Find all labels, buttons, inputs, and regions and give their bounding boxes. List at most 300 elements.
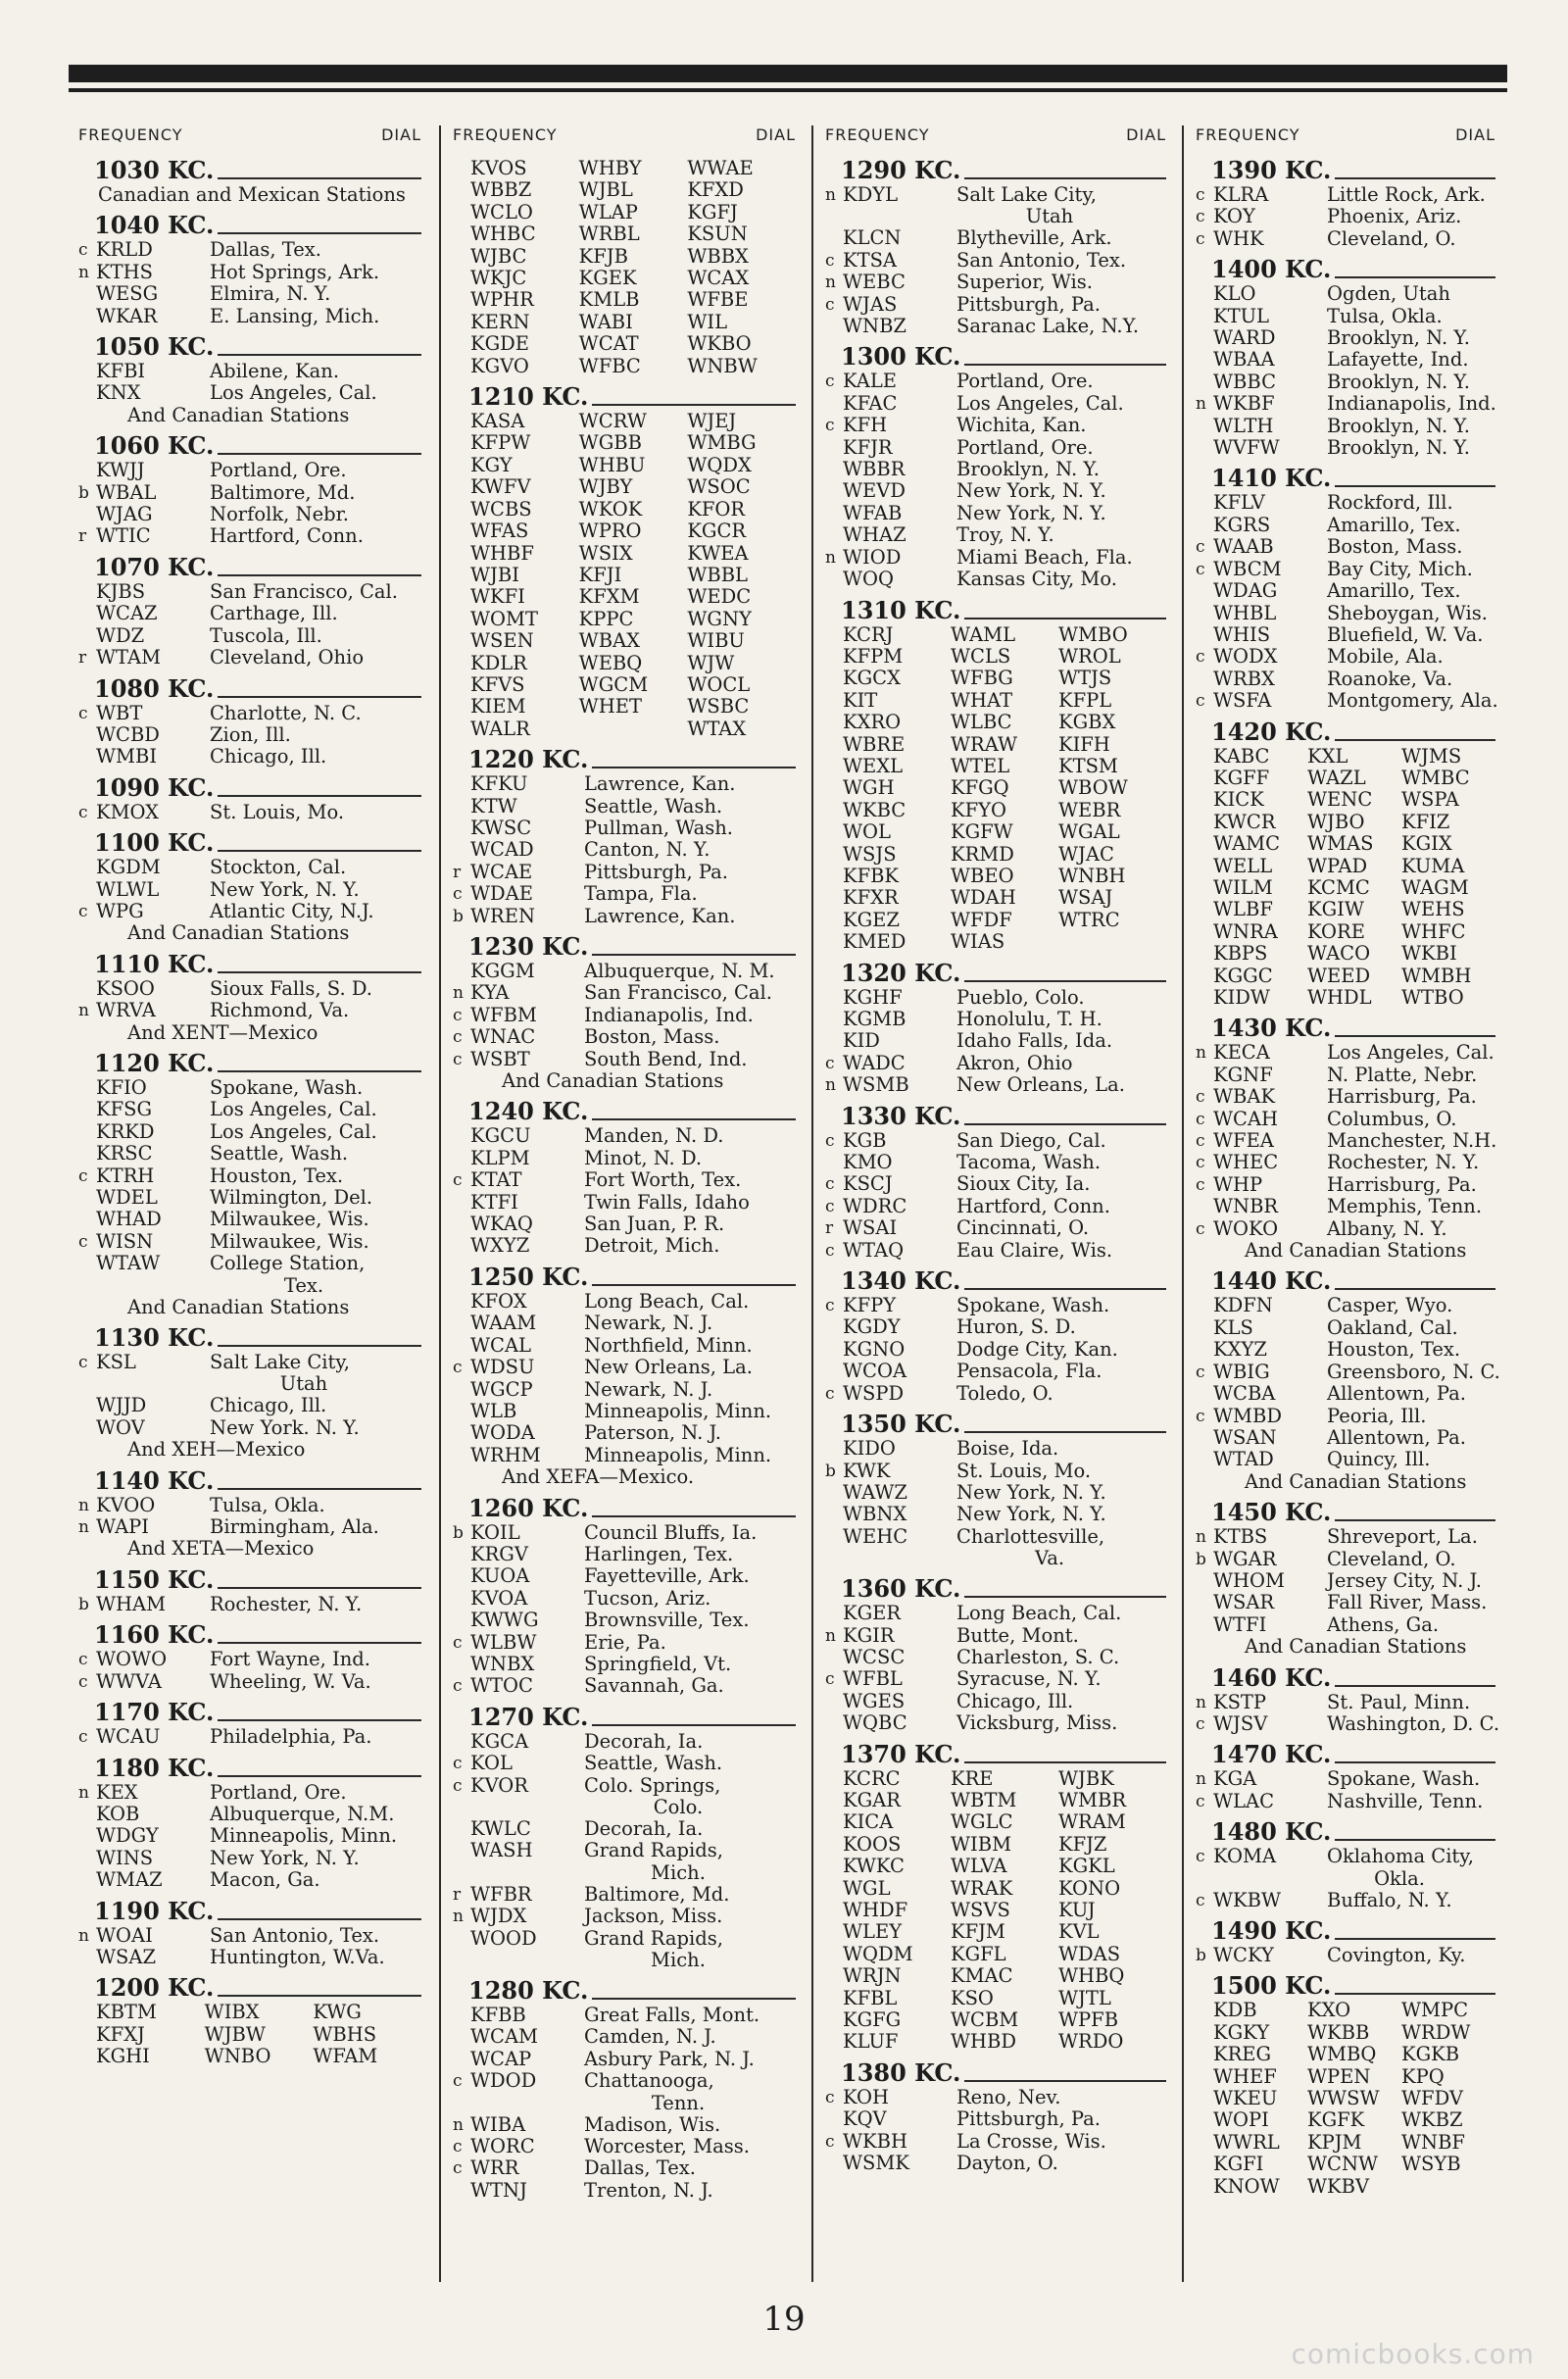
frequency-heading [1211,1918,1495,1944]
dial-label: DIAL [1455,125,1495,144]
station-location: San Juan, P. R. [584,1213,725,1236]
station-row [1196,1768,1495,1790]
network-mark: c [825,1196,835,1216]
grid-call-sign: WKFI [470,585,525,609]
grid-call-sign: KFBK [843,864,899,887]
grid-call-sign: WLBF [1213,898,1273,921]
station-row [1196,580,1495,602]
location-continued: Utah [1025,205,1074,228]
network-mark: c [1196,1406,1205,1426]
frequency-heading [94,433,421,459]
station-location: Los Angeles, Cal. [956,391,1124,415]
kc-label: 1060 KC. [94,431,215,461]
call-sign: KSTP [1213,1690,1267,1713]
station-row [453,862,796,883]
network-mark: c [1196,1153,1205,1173]
grid-call-sign: WBBL [687,563,748,586]
grid-call-sign: KRMD [951,842,1014,866]
heading-rule [592,954,796,956]
station-location: Albuquerque, N.M. [210,1802,395,1825]
grid-call-sign: KGFL [951,1942,1006,1965]
grid-call-sign: KABC [1213,744,1270,768]
call-sign: KQV [843,2107,887,2131]
call-sign: WASH [470,1839,533,1862]
call-sign: WORC [470,2135,535,2158]
network-mark: c [78,1650,88,1670]
network-mark: c [825,250,835,271]
station-location: Brooklyn, N. Y. [956,458,1100,481]
station-location: Savannah, Ga. [584,1674,724,1698]
grid-call-sign: WKBB [1307,2020,1370,2044]
frequency-heading [468,384,796,410]
station-row [453,1906,796,1927]
network-mark [825,569,843,590]
station-row [825,503,1166,524]
call-sign: KMOX [96,800,160,823]
network-mark: c [825,1296,835,1316]
column-header [1196,125,1495,144]
station-row [1196,437,1495,459]
call-sign: KFPY [843,1294,897,1317]
kc-label: 1130 KC. [94,1323,215,1353]
station-location: Pullman, Wash. [584,816,733,839]
station-row [453,1049,796,1070]
grid-call-sign: KFJI [578,563,622,586]
station-row [453,2136,796,2157]
call-sign: WDGY [96,1824,159,1848]
station-row [1196,646,1495,668]
grid-call-sign: KPPC [578,607,634,630]
network-mark [453,1818,470,1840]
station-location: Amarillo, Tex. [1327,513,1461,536]
network-mark: c [1196,1087,1205,1108]
grid-call-sign: WGLC [951,1810,1013,1834]
grid-call-sign: KGDE [470,332,530,356]
station-location: Jersey City, N. J. [1327,1568,1482,1592]
station-row [78,1495,421,1516]
call-sign: WHIS [1213,622,1271,646]
call-sign: KTHS [96,260,153,283]
station-row [453,1884,796,1906]
kc-label: 1070 KC. [94,552,215,581]
grid-call-sign: KWEA [687,541,749,565]
grid-call-sign: KICK [1213,788,1264,812]
dial-label: DIAL [756,125,796,144]
call-sign: KTW [470,794,517,818]
kc-label: 1180 KC. [94,1753,215,1782]
frequency-section [78,1700,421,1748]
grid-call-sign: WSPA [1401,788,1459,812]
grid-call-sign: WTJS [1058,667,1112,690]
network-mark: c [825,1174,835,1195]
grid-call-sign: KWFV [470,475,531,499]
frequency-section [1196,1918,1495,1966]
station-location: Pueblo, Colo. [956,985,1085,1009]
station-location: Dallas, Tex. [584,2156,696,2180]
grid-call-sign: WKOK [578,497,643,520]
heading-rule [964,1761,1166,1763]
station-row [1196,689,1498,713]
station-row [453,1422,796,1444]
station-location: Charlottesville, [956,1524,1105,1548]
network-mark: c [453,2071,463,2092]
network-mark [825,1691,843,1712]
call-sign: WESG [96,282,159,306]
kc-label: 1280 KC. [468,1976,589,2006]
grid-call-sign: WHEF [1213,2064,1277,2088]
grid-call-sign: WAGM [1401,875,1469,899]
frequency-section [78,1896,421,1969]
heading-rule [964,1288,1166,1290]
network-mark [825,1504,843,1525]
station-location: N. Platte, Nebr. [1327,1063,1478,1086]
heading-rule [1335,1685,1495,1687]
station-location: Columbus, O. [1327,1107,1457,1130]
grid-call-sign: WFBC [578,354,641,377]
call-sign: WOAI [96,1923,153,1947]
grid-call-sign: KSO [951,1986,994,2009]
kc-label: 1460 KC. [1211,1662,1332,1692]
station-row [825,1074,1166,1096]
grid-call-sign: WHBC [470,223,536,246]
station-location: Ogden, Utah [1327,282,1450,306]
network-mark [453,1610,470,1631]
station-location: Grand Rapids, [584,1926,723,1950]
call-sign: WEVD [843,479,906,503]
station-location: Quincy, Ill. [1327,1448,1431,1471]
station-location: Bluefield, W. Va. [1327,622,1484,646]
heading-rule [964,1431,1166,1433]
station-row [825,250,1166,272]
call-sign: WVFW [1213,436,1280,460]
network-mark [1196,1383,1213,1405]
network-mark [1196,1339,1213,1361]
call-sign: KID [843,1029,880,1053]
call-sign: WAWZ [843,1480,907,1504]
grid-call-sign: WJBL [578,178,633,202]
network-mark [1196,492,1213,514]
grid-call-sign: KONO [1058,1876,1121,1900]
frequency-section [1196,1742,1495,1812]
network-mark [78,306,96,327]
heading-rule [218,177,421,179]
frequency-heading [468,747,796,772]
station-location: Camden, N. J. [584,2025,716,2049]
network-mark [1196,580,1213,602]
grid-call-sign: KUJ [1058,1899,1096,1921]
station-location: Zion, Ill. [210,722,291,746]
call-sign: WCAU [96,1725,161,1749]
network-mark: b [825,1461,836,1481]
frequency-heading [841,2057,1166,2087]
station-row [453,1445,796,1466]
call-sign: KTBS [1213,1525,1268,1549]
call-sign: WBBC [1213,370,1276,393]
station-location: Athens, Ga. [1327,1612,1440,1636]
station-location: Huron, S. D. [956,1315,1076,1339]
network-mark: b [453,1522,464,1543]
call-sign-grid [453,158,796,377]
grid-call-sign: KGY [470,453,513,476]
frequency-heading [841,1412,1166,1437]
grid-call-sign: WTEL [951,754,1010,777]
station-row [825,1009,1166,1030]
station-location: Boston, Mass. [584,1025,720,1049]
grid-call-sign: WIBU [687,629,745,653]
grid-call-sign: KVOS [470,157,527,179]
call-sign: WGES [843,1689,906,1712]
kc-label: 1230 KC. [468,932,589,961]
station-location: Minneapolis, Minn. [584,1443,772,1466]
column-2 [439,125,809,2282]
grid-call-sign: KIT [843,688,878,712]
network-mark [453,1291,470,1313]
network-mark: c [1196,1847,1205,1867]
grid-call-sign: WSOC [687,475,751,499]
station-location: Lafayette, Ind. [1327,348,1469,372]
station-row [453,1544,796,1565]
network-mark [453,1840,470,1861]
station-location: Idaho Falls, Ida. [956,1029,1113,1053]
grid-call-sign: WILM [1213,875,1273,899]
call-sign: WDAG [1213,579,1278,603]
frequency-section [1196,257,1495,459]
grid-call-sign: KFXD [687,178,744,202]
station-location: Chicago, Ill. [210,745,327,768]
station-location: Lawrence, Kan. [584,904,736,927]
call-sign: WNBX [470,1652,535,1675]
network-mark: b [1196,1946,1206,1965]
network-mark [1196,624,1213,646]
call-sign: KGMB [843,1008,906,1030]
frequency-heading [94,1564,421,1594]
kc-label: 1350 KC. [841,1410,961,1439]
grid-call-sign: KFOR [687,497,746,520]
grid-call-sign: WIBM [951,1832,1012,1856]
station-row [1196,1360,1500,1383]
station-row [453,1565,796,1587]
network-mark [78,460,96,481]
grid-call-sign: KGCX [843,667,901,690]
call-sign: WSAR [1213,1591,1275,1614]
network-mark [453,2005,470,2026]
network-mark [825,1438,843,1460]
call-sign: KGHF [843,985,903,1009]
frequency-heading [1211,158,1495,183]
network-mark: c [453,1754,463,1774]
station-location: Richmond, Va. [210,999,350,1022]
network-mark [78,504,96,525]
grid-call-sign: KFBL [843,1986,898,2009]
frequency-heading [94,158,421,183]
station-row [825,1461,1166,1482]
grid-call-sign: KGAR [843,1788,901,1811]
call-sign: KOL [470,1752,513,1775]
call-sign: WRHM [470,1443,541,1466]
frequency-section [78,949,421,1044]
grid-call-sign: WJAC [1058,842,1114,866]
station-row [825,459,1166,480]
network-mark: c [78,1231,88,1252]
station-row [825,987,1166,1009]
station-location: South Bend, Ind. [584,1047,748,1070]
station-location: Greensboro, N. C. [1327,1360,1500,1383]
section-note: And Canadian Stations [1245,1239,1467,1263]
station-location: New York. N. Y. [210,1415,360,1439]
station-location: Allentown, Pa. [1327,1382,1466,1406]
call-sign: WHAD [96,1208,162,1231]
station-location: Washington, D. C. [1327,1711,1500,1735]
kc-label: 1310 KC. [841,595,961,624]
network-mark [1196,1614,1213,1636]
station-location: Minot, N. D. [584,1146,703,1169]
network-mark [453,1928,470,1950]
frequency-heading [94,1896,421,1925]
heading-rule [1335,177,1495,179]
station-row [1196,1406,1495,1427]
station-location: Albuquerque, N. M. [584,960,775,982]
grid-call-sign: WMPC [1401,1999,1469,2022]
grid-call-sign: WBAX [578,629,640,653]
station-row [78,1121,421,1143]
station-row [825,2108,1166,2130]
call-sign: WLBW [470,1630,537,1654]
network-mark [825,1361,843,1382]
call-sign: KWLC [470,1817,531,1840]
kc-label: 1370 KC. [841,1739,961,1768]
station-row [78,1077,421,1099]
grid-call-sign: WJW [687,651,735,674]
frequency-section [1196,1662,1500,1736]
frequency-section [78,1975,421,2067]
station-row [453,1632,796,1654]
station-row [453,1169,796,1191]
station-row [78,1253,421,1274]
station-location: Portland, Ore. [956,435,1094,459]
network-mark: n [453,983,464,1004]
station-location: Syracuse, N. Y. [956,1667,1102,1691]
station-location: Colo. Springs, [584,1773,721,1797]
call-sign: WBCM [1213,557,1282,580]
grid-call-sign: KREG [1213,2043,1272,2066]
section-note: And XENT—Mexico [127,1020,318,1044]
frequency-section [453,158,796,377]
station-row [453,1192,796,1214]
column-header [825,125,1166,144]
station-location: Trenton, N. J. [584,2178,713,2202]
call-sign: WODX [1213,645,1278,669]
network-mark [453,1565,470,1587]
heading-rule [1335,1993,1495,1995]
grid-call-sign: KGCR [687,520,747,543]
call-sign: KVOR [470,1773,528,1797]
network-mark: c [1196,1791,1205,1811]
network-mark: n [78,1925,89,1946]
station-location: Akron, Ohio [956,1051,1073,1074]
frequency-section [453,1099,796,1257]
kc-label: 1040 KC. [94,211,215,240]
station-row [453,1148,796,1169]
call-sign: KFOX [470,1289,527,1313]
call-sign: KOH [843,2085,890,2108]
call-sign: WLTH [1213,414,1274,437]
frequency-heading [841,158,1166,183]
network-mark [78,1825,96,1847]
station-row [78,1099,421,1120]
network-mark: c [1196,207,1205,227]
call-sign: WSMB [843,1073,909,1097]
call-sign: WNBR [1213,1195,1279,1218]
grid-call-sign: KFIZ [1401,810,1450,833]
call-sign: WOKO [1213,1216,1279,1240]
station-row [453,961,796,982]
station-location: New York, N. Y. [956,501,1106,524]
station-row [453,1522,796,1544]
call-sign: KWJJ [96,459,145,482]
station-location: Allentown, Pa. [1327,1425,1466,1449]
call-sign: WJJD [96,1394,147,1417]
station-row [1196,1846,1495,1867]
call-sign: WXYZ [470,1234,530,1258]
network-mark [453,1422,470,1444]
kc-label: 1090 KC. [94,772,215,802]
station-location: Butte, Mont. [956,1623,1079,1647]
grid-call-sign: WNBF [1401,2130,1465,2154]
network-mark [453,796,470,818]
station-row [78,603,421,624]
network-mark [78,1253,96,1274]
station-location: Chicago, Ill. [956,1689,1074,1712]
network-mark [825,2108,843,2130]
station-row [1196,1174,1495,1196]
grid-call-sign: WHDL [1307,986,1372,1009]
network-mark: c [453,1358,463,1378]
network-mark [78,724,96,746]
frequency-section [825,1268,1166,1405]
call-sign: WEBC [843,271,906,294]
station-row [1196,1427,1495,1449]
grid-call-sign: KWKC [843,1855,905,1878]
frequency-section [1196,1500,1495,1658]
network-mark [453,961,470,982]
call-sign: WBBR [843,458,906,481]
station-location: Los Angeles, Cal. [210,1098,377,1121]
network-mark: n [453,1907,464,1927]
call-sign: KTRH [96,1164,155,1187]
grid-call-sign: KFJM [951,1920,1005,1944]
grid-call-sign: KFYO [951,798,1006,821]
grid-call-sign: KFGQ [951,776,1009,800]
call-sign: WOOD [470,1926,537,1950]
network-mark [825,2153,843,2174]
call-sign: KMO [843,1151,893,1174]
call-sign: KRLD [96,238,153,262]
station-location: Los Angeles, Cal. [210,1119,377,1143]
grid-call-sign: KTSM [1058,754,1118,777]
call-sign: WOQ [843,568,895,591]
station-row [453,2070,796,2092]
call-sign: KTUL [1213,304,1269,327]
call-sign: WJAG [96,503,153,526]
station-location: Minneapolis, Minn. [210,1824,398,1848]
call-sign: KOIL [470,1520,520,1544]
station-location: Salt Lake City, [956,183,1098,206]
kc-label: 1260 KC. [468,1493,589,1522]
heading-rule [1335,1938,1495,1940]
network-mark: c [825,372,835,392]
grid-call-sign: WAZL [1307,766,1366,789]
station-row [825,1196,1166,1217]
